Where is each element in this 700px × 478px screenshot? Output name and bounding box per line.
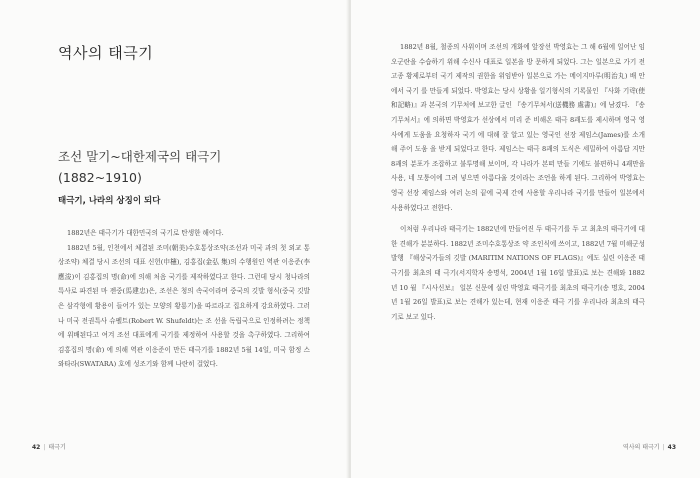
paragraph: 1882년은 태극기가 대한민국의 국기로 탄생한 해이다.: [67, 229, 224, 237]
left-folio: [32, 442, 66, 451]
paragraph: 1882년 8월, 철종의 사위이며 조선의 개화에 앞장선 박영효는 그 해 6월에 일어난 임오군란을 수습하기 위해 수신사 대표로 일본을 방 문하게 되었다. 그는 일본으로 가기 전 고종 황제로부터 국기 제작의 권한을 위임받아 일본으로 가는 메이지마루(明治丸) 배 안에서 국기 를 만들게 되었다. 박영효는 당시 상황을 일기형식의 기록물인 『사화 기략(使和記略)』과 본국의 기무처에 보고한 글인 『송기무처서(送機務 處書)』에 남겼다. 『송기무처서』에 의하면 박영효가 선상에서 미리 준 비해온 태극 8괘도를 제시하며 영국 영사에게 도움을 요청하자 국기 에 대해 잘 알고 있는 영국인 선장 제임스(James)를 소개해 주어 도움 을 받게 되었다고 한다. 제임스는 태극 8괘의 도식은 세밀하여 아름답 지만 8괘의 분포가 조잡하고 불투명해 보이며, 각 나라가 본떠 만들 기에도 불편하니 4괘만을 사용, 네 모퉁이에 그려 넣으면 아름다울 것이라는 조언을 하게 된다. 그리하여 박영효는 영국 선장 제임스와 여러 논의 끝에 국제 간에 사용할 우리나라 국기를 만들어 일본에서 사용하였다고 전한다.: [391, 43, 645, 212]
sub-heading: 태극기, 나라의 상징이 되다: [58, 196, 161, 206]
left-page: [0, 0, 349, 478]
paragraph: 이처럼 우리나라 태극기는 1882년에 만들어진 두 태극기를 두 고 최초의 태극기에 대한 견해가 분분하다. 1882년 조미수호통상조 약 조인식에 쓰이고, 1882년 7월 미해군성 발행 『해상국가들의 깃발 (MARITIM NATIONS OF FLAGS)』에도 실린 이응준 태극기를 최초의 태 극기(서지학자 송명석, 2004년 1월 16일 발표)로 보는 견해와 1882년 10 월 『시사신보』 일본 신문에 실린 박영효 태극기를 최초의 태극기(송 명호, 2004년 1월 26일 발표)로 보는 견해가 있는데, 현재 이응준 태극 기를 우리나라 최초의 태극기로 보고 있다.: [391, 225, 645, 321]
right-folio: [623, 442, 676, 451]
page-number: 42: [32, 444, 41, 451]
folio-separator: |: [662, 444, 665, 451]
folio-separator: |: [43, 444, 46, 451]
page-number: 43: [667, 444, 676, 451]
left-body-text: [58, 226, 310, 372]
chapter-title: 역사의 태극기: [58, 44, 154, 62]
right-body-text: [391, 40, 645, 324]
section-title: [58, 146, 221, 188]
right-page: [351, 0, 700, 478]
section-title-line1: 조선 말기~대한제국의 태극기: [58, 149, 222, 164]
section-title-line2: (1882~1910): [58, 170, 142, 185]
running-head: 태극기: [48, 444, 66, 451]
running-head: 역사의 태극기: [622, 444, 660, 451]
paragraph: 1882년 5월, 인천에서 체결된 조미(朝美)수호통상조약(조선과 미국 과의 첫 외교 통상조약) 체결 당시 조선의 대표 신헌(申櫶), 김홍집(金弘 集)의 수행원인 역관 이응준(李應浚)이 김홍집의 명(命)에 의해 처음 국기를 제작하였다고 한다. 그런데 당시 청나라의 특사로 파견된 마 젠중(馬建忠)은, 조선은 청의 속국이라며 중국의 깃발 형식(중국 깃발 은 삼각형에 황용이 들어가 있는 모양의 황룡기)을 따르라고 집요하게 강요하였다. 그러나 미국 전권특사 슈펠트(Robert W. Shufeldt)는 조 선을 독립국으로 인정하려는 정책에 위배된다고 여겨 조선 대표에게 국기를 제정하여 사용할 것을 촉구하였다. 그리하여 김홍집의 명(命) 에 의해 역관 이응준이 만든 태극기를 1882년 5월 14일, 미국 함정 스 와타라(SWATARA) 호에 성조기와 함께 나란히 걸었다.: [58, 243, 310, 369]
